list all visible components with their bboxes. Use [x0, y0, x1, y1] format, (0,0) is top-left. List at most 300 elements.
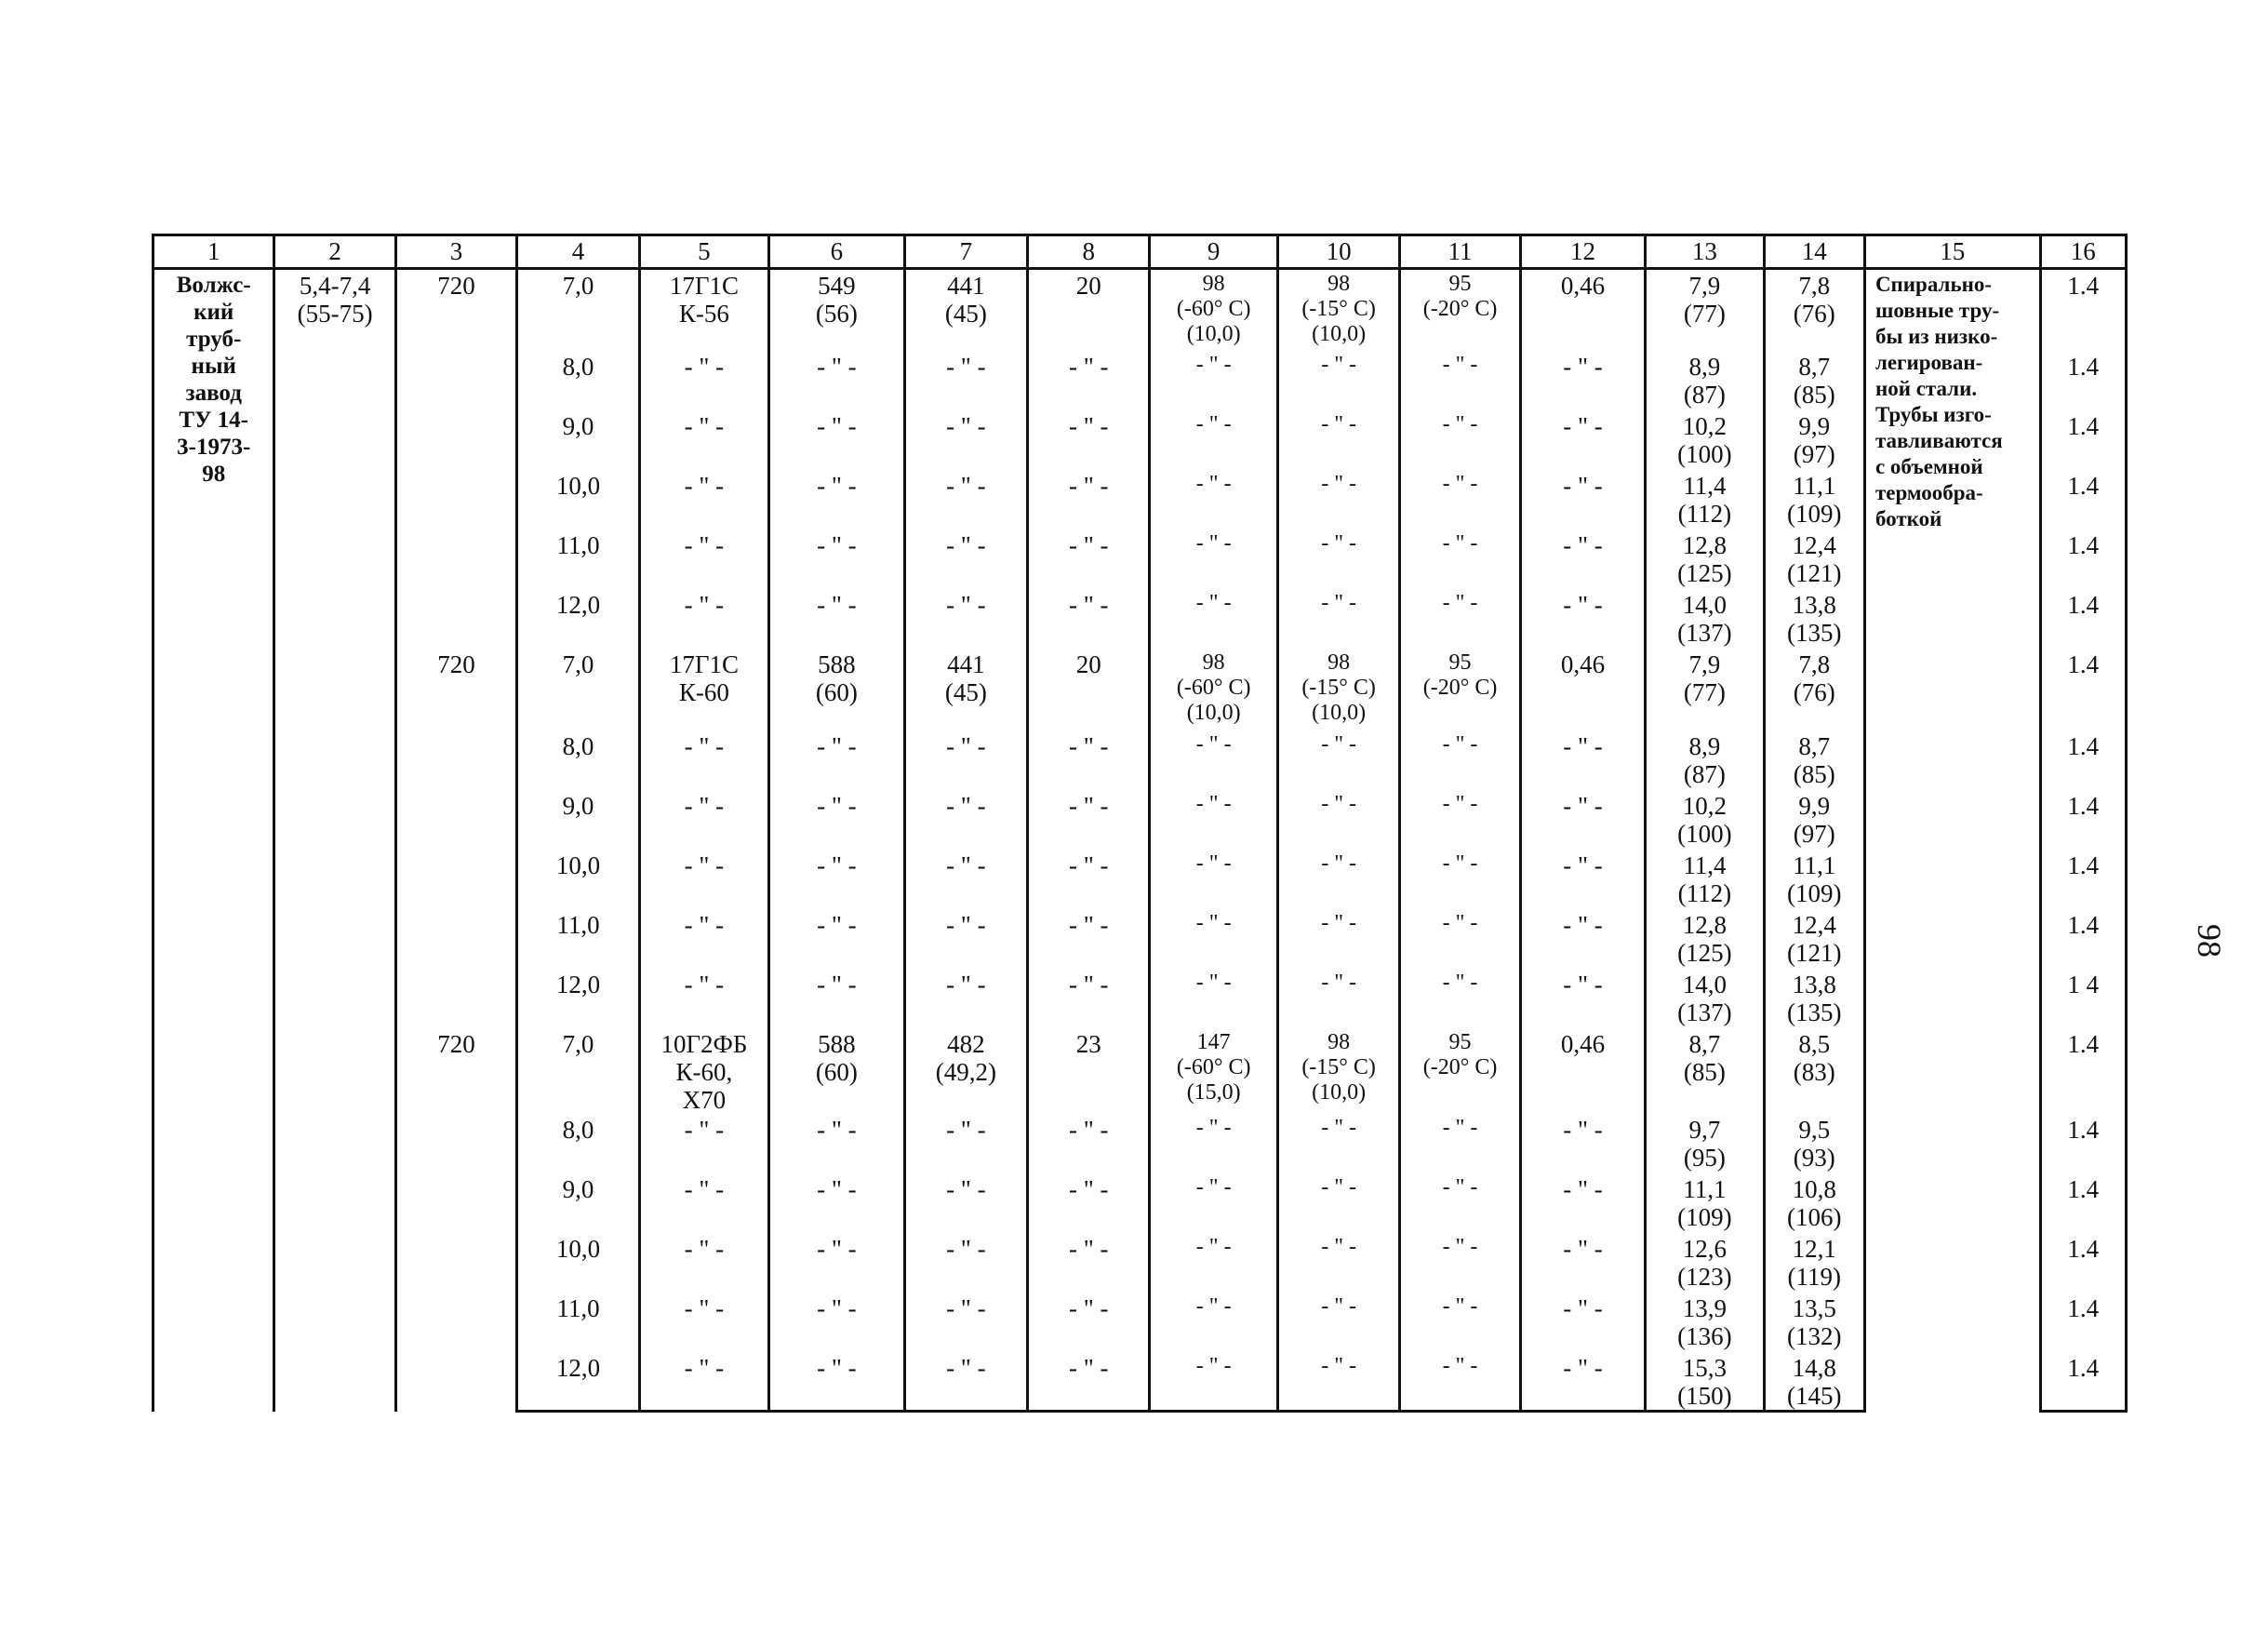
cell-value: - " -	[946, 1234, 986, 1263]
cell-value: - " -	[946, 471, 986, 500]
table-cell	[1764, 470, 1864, 529]
cell-value: 12,1 (119)	[1787, 1234, 1841, 1291]
cell-value: - " -	[684, 910, 725, 939]
table-cell	[2040, 1293, 2126, 1352]
cell-value: 9,5 (93)	[1793, 1115, 1835, 1172]
page-number: 98	[2191, 924, 2228, 958]
cell-value: 12,4 (121)	[1787, 910, 1842, 967]
cell-value: - " -	[1563, 411, 1603, 440]
table-cell	[1028, 649, 1150, 730]
cell-value: - " -	[1442, 411, 1478, 436]
table-cell	[769, 529, 904, 589]
cell-value: - " -	[684, 1293, 725, 1322]
table-cell	[1646, 589, 1764, 649]
cell-value: 8,0	[562, 352, 594, 381]
table-cell	[1520, 529, 1645, 589]
cell-value: 12,4 (121)	[1787, 530, 1842, 587]
cell-value: - " -	[1195, 910, 1232, 935]
table-cell	[517, 969, 639, 1028]
table-cell	[1764, 1352, 1864, 1412]
cell-value: - " -	[1563, 1353, 1603, 1382]
table-cell	[1520, 470, 1645, 529]
cell-value: - " -	[1563, 530, 1603, 559]
cell-value: 1.4	[2067, 471, 2100, 500]
table-cell	[1150, 909, 1277, 969]
table-cell	[1150, 1173, 1277, 1233]
cell-value: 12,8 (125)	[1677, 530, 1732, 587]
cell-value: - " -	[1442, 970, 1478, 995]
table-cell	[517, 1028, 639, 1114]
cell-value: 12,0	[555, 1353, 601, 1382]
table-cell	[904, 790, 1027, 850]
cell-value: 13,8 (135)	[1787, 970, 1842, 1026]
table-cell	[1028, 589, 1150, 649]
table-cell	[904, 1173, 1027, 1233]
cell-value: 98 (-15° С) (10,0)	[1301, 1029, 1376, 1105]
table-cell	[1520, 1173, 1645, 1233]
cell-value: 13,5 (132)	[1787, 1293, 1842, 1350]
table-cell	[769, 730, 904, 790]
cell-value: - " -	[1442, 731, 1478, 757]
cell-value: - " -	[1195, 1234, 1232, 1259]
table-cell	[904, 589, 1027, 649]
cell-value: 98 (-60° С) (10,0)	[1176, 272, 1251, 346]
table-cell	[1150, 351, 1277, 410]
table-cell	[517, 1293, 639, 1352]
cell-value: - " -	[1321, 1174, 1356, 1199]
table-cell	[639, 969, 768, 1028]
table-cell	[769, 410, 904, 470]
table-cell	[1028, 1173, 1150, 1233]
cell-value: - " -	[817, 530, 857, 559]
pressure-range: 5,4-7,4 (55-75)	[297, 272, 373, 328]
cell-value: - " -	[946, 530, 986, 559]
table-cell	[769, 790, 904, 850]
table-cell	[769, 649, 904, 730]
table-cell	[1520, 850, 1645, 909]
table-cell	[2040, 1114, 2126, 1173]
table-cell	[1764, 1173, 1864, 1233]
table-cell	[904, 1352, 1027, 1412]
table-cell	[1646, 1173, 1764, 1233]
cell-value: - " -	[946, 590, 986, 619]
cell-value: - " -	[1563, 471, 1603, 500]
cell-value: 1.4	[2067, 272, 2100, 300]
cell-value: - " -	[1068, 1234, 1109, 1263]
cell-value: - " -	[1068, 530, 1109, 559]
table-cell	[769, 1173, 904, 1233]
diameter-value: 720	[437, 650, 475, 678]
table-cell	[2040, 410, 2126, 470]
table-cell	[1150, 1293, 1277, 1352]
table-cell	[1400, 1293, 1520, 1352]
cell-value: - " -	[1563, 731, 1603, 760]
table-cell	[1400, 850, 1520, 909]
pipe-spec-table	[152, 234, 2128, 1413]
table-cell	[1028, 850, 1150, 909]
cell-value: - " -	[817, 1293, 857, 1322]
note-cell	[1864, 269, 2040, 1412]
cell-value: - " -	[946, 910, 986, 939]
table-cell	[904, 1114, 1027, 1173]
table-cell	[517, 269, 639, 351]
table-cell	[1400, 529, 1520, 589]
table-cell	[639, 1352, 768, 1412]
cell-value: - " -	[1321, 970, 1356, 995]
cell-value: 10Г2ФБ К-60, Х70	[660, 1029, 748, 1114]
table-cell	[517, 410, 639, 470]
cell-value: 12,0	[555, 970, 601, 998]
cell-value: - " -	[1195, 731, 1232, 757]
table-cell	[1028, 1114, 1150, 1173]
plant-name: Волжс- кий труб- ный завод ТУ 14- 3-1973- 98	[176, 273, 251, 487]
table-cell	[1150, 969, 1277, 1028]
table-cell	[1277, 1028, 1399, 1114]
table-cell	[2040, 909, 2126, 969]
table-cell	[904, 269, 1027, 351]
cell-value: - " -	[946, 352, 986, 381]
cell-value: 14,0 (137)	[1677, 970, 1732, 1026]
table-cell	[1764, 790, 1864, 850]
cell-value: 11,0	[556, 910, 600, 939]
cell-value: 11,1 (109)	[1787, 471, 1842, 528]
cell-value: 98 (-15° С) (10,0)	[1301, 650, 1376, 725]
cell-value: - " -	[946, 851, 986, 879]
table-cell	[2040, 589, 2126, 649]
cell-value: - " -	[946, 731, 986, 760]
cell-value: - " -	[1563, 1293, 1603, 1322]
cell-value: - " -	[1321, 1234, 1356, 1259]
cell-value: - " -	[684, 1115, 725, 1144]
table-cell	[904, 850, 1027, 909]
cell-value: - " -	[1442, 851, 1478, 876]
cell-value: 549 (56)	[815, 272, 858, 328]
table-cell	[1150, 850, 1277, 909]
cell-value: - " -	[1321, 791, 1356, 816]
cell-value: - " -	[1321, 1353, 1356, 1378]
table-cell	[1520, 1293, 1645, 1352]
cell-value: - " -	[1442, 1174, 1478, 1199]
table-cell	[517, 1233, 639, 1293]
cell-value: - " -	[1442, 590, 1478, 615]
table-cell	[1150, 1028, 1277, 1114]
cell-value: 23	[1075, 1029, 1101, 1058]
table-cell	[1646, 351, 1764, 410]
table-cell	[1028, 1233, 1150, 1293]
table-cell	[639, 410, 768, 470]
cell-value: 7,0	[562, 1029, 594, 1058]
table-cell	[517, 730, 639, 790]
table-cell	[1400, 589, 1520, 649]
cell-value: - " -	[1563, 590, 1603, 619]
cell-value: - " -	[1068, 731, 1109, 760]
cell-value: 1.4	[2067, 650, 2100, 678]
table-cell	[1150, 1233, 1277, 1293]
cell-value: 98 (-60° С) (10,0)	[1176, 650, 1251, 725]
table-cell	[1646, 909, 1764, 969]
table-cell	[904, 649, 1027, 730]
table-cell	[1520, 410, 1645, 470]
cell-value: - " -	[1321, 910, 1356, 935]
table-cell	[1520, 1352, 1645, 1412]
table-cell	[1646, 269, 1764, 351]
column-header-4: 4	[517, 235, 639, 269]
table-cell	[1028, 269, 1150, 351]
cell-value: 1.4	[2067, 1029, 2100, 1058]
table-cell	[1764, 529, 1864, 589]
cell-value: - " -	[817, 590, 857, 619]
cell-value: 10,2 (100)	[1677, 791, 1732, 848]
table-cell	[1400, 1114, 1520, 1173]
table-cell	[1277, 1173, 1399, 1233]
table-cell	[1277, 649, 1399, 730]
cell-value: 1.4	[2067, 1234, 2100, 1263]
cell-value: - " -	[1321, 1293, 1356, 1319]
cell-value: 7,0	[562, 272, 594, 300]
table-cell	[1646, 529, 1764, 589]
cell-value: - " -	[817, 352, 857, 381]
table-cell	[1028, 730, 1150, 790]
table-cell	[2040, 1352, 2126, 1412]
cell-value: - " -	[946, 1115, 986, 1144]
column-header-7: 7	[904, 235, 1027, 269]
table-cell	[1150, 589, 1277, 649]
cell-value: 588 (60)	[815, 650, 858, 706]
cell-value: - " -	[1442, 1353, 1478, 1378]
cell-value: - " -	[1195, 590, 1232, 615]
cell-value: - " -	[1195, 411, 1232, 436]
cell-value: - " -	[817, 1174, 857, 1203]
cell-value: 9,9 (97)	[1793, 411, 1835, 468]
table-cell	[1520, 1233, 1645, 1293]
cell-value: - " -	[1442, 352, 1478, 377]
cell-value: 1.4	[2067, 1115, 2100, 1144]
table-cell	[1520, 1028, 1645, 1114]
table-cell	[1150, 730, 1277, 790]
diameter-cell	[395, 1028, 516, 1412]
table-cell	[639, 1114, 768, 1173]
table-cell	[1646, 410, 1764, 470]
table-cell	[1764, 649, 1864, 730]
table-cell	[1028, 470, 1150, 529]
table-cell	[1277, 969, 1399, 1028]
table-cell	[517, 790, 639, 850]
table-cell	[1277, 790, 1399, 850]
cell-value: 0,46	[1560, 272, 1606, 300]
cell-value: 11,1 (109)	[1787, 851, 1842, 907]
table-cell	[904, 1233, 1027, 1293]
table-cell	[517, 1173, 639, 1233]
table-cell	[1520, 269, 1645, 351]
cell-value: 8,7 (85)	[1793, 731, 1835, 788]
column-header-10: 10	[1277, 235, 1399, 269]
table-cell	[1277, 909, 1399, 969]
table-cell	[1520, 730, 1645, 790]
column-header-13: 13	[1646, 235, 1764, 269]
cell-value: - " -	[1068, 471, 1109, 500]
cell-value: - " -	[1068, 1174, 1109, 1203]
table-cell	[1764, 850, 1864, 909]
cell-value: - " -	[1068, 352, 1109, 381]
table-cell	[517, 589, 639, 649]
cell-value: 1.4	[2067, 1353, 2100, 1382]
cell-value: 14,8 (145)	[1787, 1353, 1842, 1410]
cell-value: - " -	[946, 411, 986, 440]
table-cell	[1520, 909, 1645, 969]
cell-value: - " -	[817, 1115, 857, 1144]
cell-value: 1.4	[2067, 851, 2100, 879]
table-cell	[1400, 969, 1520, 1028]
table-cell	[1400, 410, 1520, 470]
table-cell	[1520, 589, 1645, 649]
table-cell	[1400, 909, 1520, 969]
cell-value: - " -	[684, 851, 725, 879]
table-cell	[1277, 1114, 1399, 1173]
table-cell	[904, 1293, 1027, 1352]
table-cell	[639, 1173, 768, 1233]
table-cell	[1277, 269, 1399, 351]
cell-value: 9,0	[562, 1174, 594, 1203]
cell-value: 13,8 (135)	[1787, 590, 1842, 647]
table-cell	[904, 969, 1027, 1028]
table-cell	[1150, 470, 1277, 529]
cell-value: - " -	[1195, 1293, 1232, 1319]
table-cell	[1400, 1173, 1520, 1233]
cell-value: - " -	[1442, 791, 1478, 816]
cell-value: 588 (60)	[815, 1029, 858, 1086]
table-cell	[517, 1114, 639, 1173]
table-cell	[1277, 1352, 1399, 1412]
table-cell	[904, 909, 1027, 969]
table-cell	[769, 1114, 904, 1173]
table-cell	[517, 351, 639, 410]
table-cell	[639, 790, 768, 850]
table-cell	[2040, 529, 2126, 589]
table-cell	[2040, 969, 2126, 1028]
note-text: Спирально- шовные тру- бы из низко- легирован- ной стали. Трубы изго- тавливаются с объемной термообра- боткой	[1874, 273, 2003, 530]
cell-value: - " -	[1442, 910, 1478, 935]
table-cell	[769, 470, 904, 529]
table-cell	[2040, 790, 2126, 850]
column-header-5: 5	[639, 235, 768, 269]
table-cell	[517, 529, 639, 589]
cell-value: 1 4	[2067, 970, 2100, 998]
cell-value: 98 (-15° С) (10,0)	[1301, 272, 1376, 346]
cell-value: - " -	[1195, 851, 1232, 876]
cell-value: - " -	[1563, 851, 1603, 879]
table-cell	[1150, 790, 1277, 850]
cell-value: 10,2 (100)	[1677, 411, 1732, 468]
cell-value: - " -	[684, 731, 725, 760]
table-cell	[1646, 790, 1764, 850]
cell-value: 147 (-60° С) (15,0)	[1176, 1029, 1251, 1105]
table-cell	[769, 850, 904, 909]
cell-value: - " -	[946, 791, 986, 820]
cell-value: - " -	[1068, 590, 1109, 619]
table-cell	[1277, 1293, 1399, 1352]
table-cell	[1277, 410, 1399, 470]
cell-value: - " -	[684, 590, 725, 619]
table-cell	[1646, 730, 1764, 790]
table-cell	[1277, 1233, 1399, 1293]
cell-value: - " -	[1442, 1234, 1478, 1259]
table-cell	[769, 909, 904, 969]
table-cell	[639, 589, 768, 649]
table-row	[153, 649, 2127, 730]
table-cell	[1646, 1293, 1764, 1352]
table-cell	[1764, 969, 1864, 1028]
table-cell	[639, 909, 768, 969]
cell-value: 8,7 (85)	[1683, 1029, 1726, 1086]
table-cell	[1520, 351, 1645, 410]
cell-value: 8,0	[562, 731, 594, 760]
cell-value: - " -	[1068, 411, 1109, 440]
cell-value: - " -	[946, 1174, 986, 1203]
table-cell	[1764, 589, 1864, 649]
cell-value: 9,7 (95)	[1683, 1115, 1726, 1172]
table-cell	[517, 649, 639, 730]
cell-value: - " -	[1321, 731, 1356, 757]
table-cell	[2040, 649, 2126, 730]
table-cell	[639, 649, 768, 730]
table-cell	[1150, 529, 1277, 589]
cell-value: - " -	[1321, 411, 1356, 436]
table-cell	[1150, 649, 1277, 730]
table-cell	[639, 351, 768, 410]
cell-value: 11,0	[556, 1293, 600, 1322]
cell-value: 20	[1075, 272, 1101, 300]
table-cell	[517, 909, 639, 969]
cell-value: 1.4	[2067, 411, 2100, 440]
cell-value: 1.4	[2067, 791, 2100, 820]
column-header-6: 6	[769, 235, 904, 269]
cell-value: 1.4	[2067, 731, 2100, 760]
cell-value: 95 (-20° С)	[1422, 272, 1498, 321]
table-cell	[1646, 1114, 1764, 1173]
cell-value: - " -	[1563, 352, 1603, 381]
table-cell	[769, 1293, 904, 1352]
table-cell	[2040, 269, 2126, 351]
table-cell	[1028, 1352, 1150, 1412]
table-cell	[1764, 730, 1864, 790]
cell-value: - " -	[684, 1174, 725, 1203]
cell-value: - " -	[1321, 471, 1356, 496]
table-cell	[1028, 1028, 1150, 1114]
table-cell	[1028, 529, 1150, 589]
cell-value: - " -	[1563, 910, 1603, 939]
table-cell	[2040, 730, 2126, 790]
cell-value: 8,7 (85)	[1793, 352, 1835, 409]
table-cell	[1277, 351, 1399, 410]
cell-value: 441 (45)	[944, 650, 987, 706]
cell-value: 10,0	[555, 1234, 601, 1263]
table-cell	[639, 1028, 768, 1114]
table-cell	[769, 589, 904, 649]
cell-value: 11,0	[556, 530, 600, 559]
cell-value: - " -	[1068, 1353, 1109, 1382]
cell-value: - " -	[1068, 910, 1109, 939]
cell-value: - " -	[1068, 1293, 1109, 1322]
pressure-cell	[274, 269, 395, 1412]
cell-value: - " -	[684, 1353, 725, 1382]
diameter-value: 720	[437, 1029, 475, 1058]
cell-value: - " -	[1068, 791, 1109, 820]
cell-value: 7,9 (77)	[1683, 272, 1726, 328]
cell-value: - " -	[684, 1234, 725, 1263]
diameter-value: 720	[437, 272, 475, 300]
table-cell	[1646, 850, 1764, 909]
table-cell	[639, 850, 768, 909]
